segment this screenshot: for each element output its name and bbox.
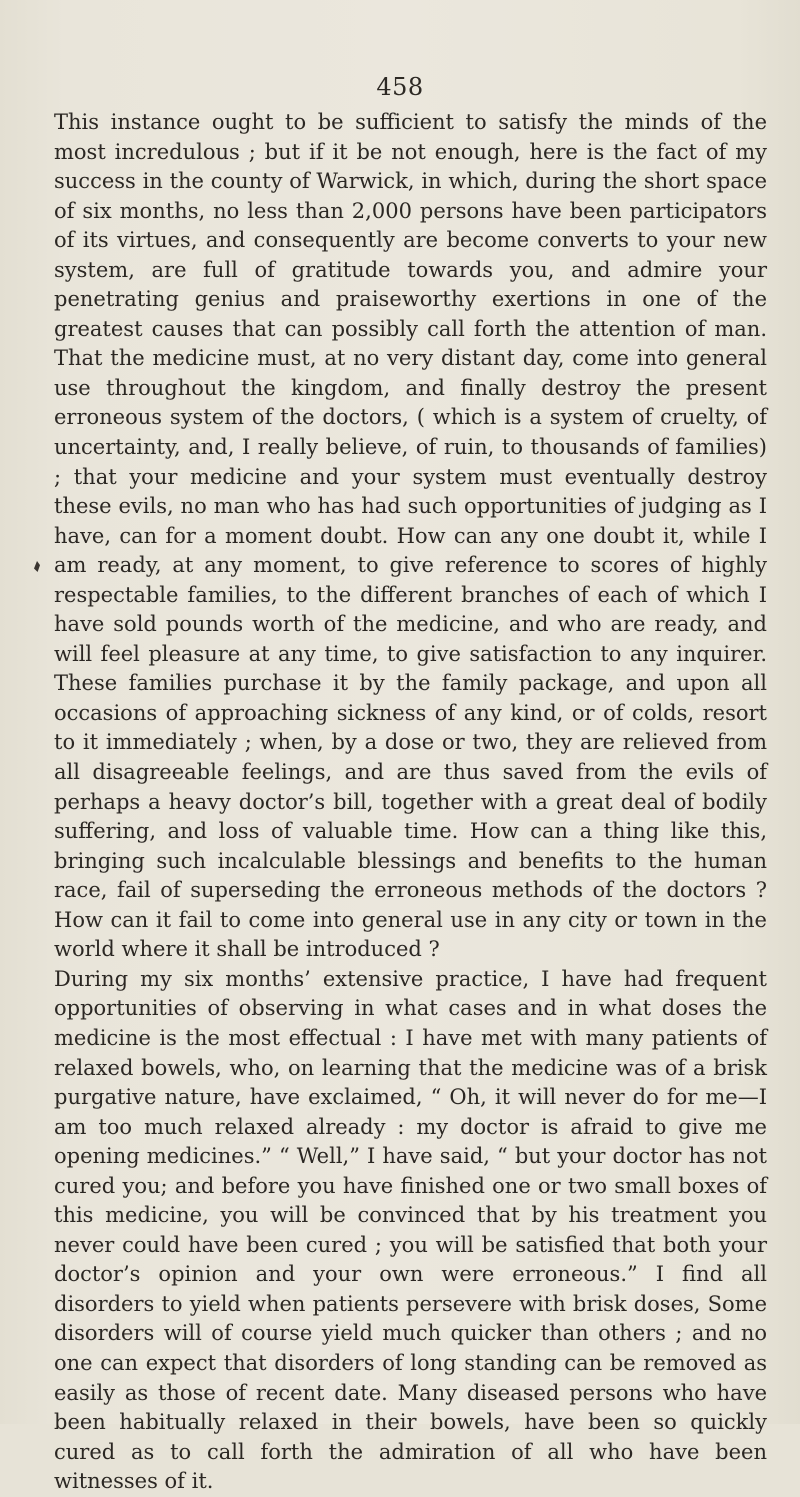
paragraph-1: This instance ought to be sufficient to satisfy the minds of the most incredulous ; but if it be not enough, here is the fact of my success in the county of Warwick, in which, during the short space of six months, no less than 2,000 persons have been participators of its virtues, and consequently are become converts to your new system, are full of gratitude towards you, and admire your penetrating genius and praiseworthy exertions in one of the greatest causes that can possibly call forth the attention of man. That the medicine must, at no very distant day, come into general use throughout the kingdom, and finally destroy the present erroneous system of the doctors, ( which is a system of cruelty, of uncertainty, and, I really believe, of ruin, to thousands of families) ; that your medicine and your system must eventually destroy these evils, no man who has had such opportunities of judging as I have, can for a moment doubt. How can any one doubt it, while I am ready, at any moment, to give reference to scores of highly respectable families, to the different branches of each of which I have sold pounds worth of the medicine, and who are ready, and will feel pleasure at any time, to give satisfaction to any inquirer. These families purchase it by the family package, and upon all occasions of approaching sickness of any kind, or of colds, resort to it immediately ; when, by a dose or two, they are relieved from all disagreeable feelings, and are thus saved from the evils of perhaps a heavy doctor’s bill, together with a great deal of bodily suffering, and loss of valuable time. How can a thing like this, bringing such incalculable blessings and benefits to the human race, fail of superseding the erroneous methods of the doctors ? How can it fail to come into general use in any city or town in the world where it shall be introduced ? <box>54 110 767 962</box>
page-number: 458 <box>376 73 424 101</box>
paragraph-2: During my six months’ extensive practice, I have had frequent opportunities of observing in what cases and in what doses the medicine is the most effectual : I have met with many patients of relaxed bowels, who, on learning that the medicine was of a brisk purgative nature, have exclaimed, “ Oh, it will never do for me—I am too much relaxed already : my doctor is afraid to give me opening medicines.” “ Well,” I have said, “ but your doctor has not cured you; and before you have finished one or two small boxes of this medicine, you will be convinced that by his treatment you never could have been cured ; you will be satisfied that both your doctor’s opinion and your own were erroneous.” I find all disorders to yield when patients persevere with brisk doses, Some disorders will of course yield much quicker than others ; and no one can expect that disorders of long standing can be removed as easily as those of recent date. Many diseased persons who have been habitually relaxed in their bowels, have been so quickly cured as to call forth the admiration of all who have been witnesses of it. <box>54 966 767 1494</box>
page-text <box>54 108 767 1497</box>
margin-mark <box>34 561 40 572</box>
